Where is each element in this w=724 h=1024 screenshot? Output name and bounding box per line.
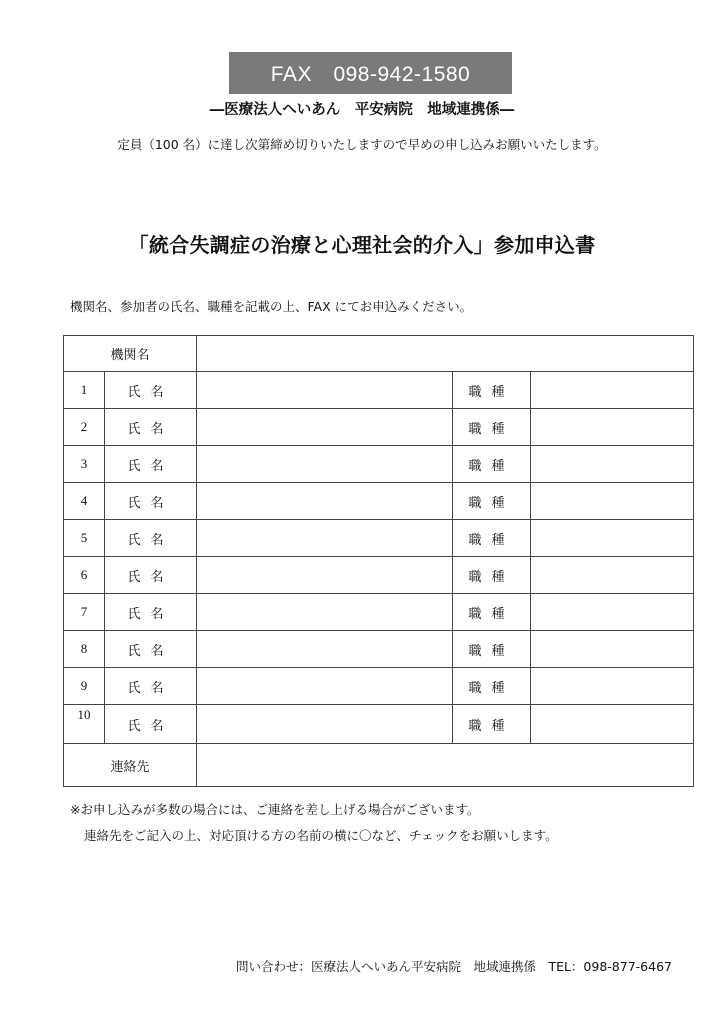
job-field[interactable]: [531, 668, 694, 705]
name-label: 氏名: [105, 520, 197, 557]
participant-row: [64, 631, 694, 668]
row-number: 1: [64, 372, 105, 409]
name-field[interactable]: [197, 446, 453, 483]
job-label: 職種: [453, 409, 531, 446]
job-field[interactable]: [531, 594, 694, 631]
participant-row: [64, 557, 694, 594]
name-label: 氏名: [105, 668, 197, 705]
participant-row: [64, 594, 694, 631]
name-field[interactable]: [197, 668, 453, 705]
organization-name: ―医療法人へいあん 平安病院 地域連携係―: [209, 102, 515, 118]
application-form-table: [63, 335, 694, 787]
name-label: 氏名: [105, 594, 197, 631]
name-label: 氏名: [105, 631, 197, 668]
row-number: 2: [64, 409, 105, 446]
row-number: 10: [64, 705, 105, 744]
note-line-2: 連絡先をご記入の上、対応頂ける方の名前の横に〇など、チェックをお願いします。: [84, 828, 558, 843]
participant-row: [64, 483, 694, 520]
fax-number-banner: FAX 098-942-1580: [229, 52, 512, 94]
name-field[interactable]: [197, 705, 453, 744]
organization-field[interactable]: [197, 336, 694, 372]
row-number: 7: [64, 594, 105, 631]
row-number: 6: [64, 557, 105, 594]
row-number: 8: [64, 631, 105, 668]
organization-row: [64, 336, 694, 372]
note-line-1: ※お申し込みが多数の場合には、ご連絡を差し上げる場合がございます。: [70, 802, 480, 817]
name-field[interactable]: [197, 372, 453, 409]
job-field[interactable]: [531, 557, 694, 594]
participant-row: [64, 446, 694, 483]
name-label: 氏名: [105, 372, 197, 409]
row-number: 9: [64, 668, 105, 705]
name-field[interactable]: [197, 483, 453, 520]
participant-row: [64, 668, 694, 705]
form-instruction: 機関名、参加者の氏名、職種を記載の上、FAX にてお申込みください。: [70, 299, 473, 314]
job-label: 職種: [453, 631, 531, 668]
job-field[interactable]: [531, 446, 694, 483]
organization-label: 機関名: [64, 336, 197, 372]
name-label: 氏名: [105, 705, 197, 744]
footer-inquiry: 問い合わせ：医療法人へいあん平安病院 地域連携係 TEL：098-877-6467: [235, 959, 672, 974]
row-number: 4: [64, 483, 105, 520]
form-title: 「統合失調症の治療と心理社会的介入」参加申込書: [128, 233, 596, 257]
job-label: 職種: [453, 446, 531, 483]
job-label: 職種: [453, 520, 531, 557]
name-field[interactable]: [197, 409, 453, 446]
job-field[interactable]: [531, 705, 694, 744]
name-label: 氏名: [105, 446, 197, 483]
job-field[interactable]: [531, 520, 694, 557]
name-field[interactable]: [197, 594, 453, 631]
job-label: 職種: [453, 557, 531, 594]
name-label: 氏名: [105, 409, 197, 446]
job-field[interactable]: [531, 409, 694, 446]
job-field[interactable]: [531, 483, 694, 520]
name-label: 氏名: [105, 483, 197, 520]
name-field[interactable]: [197, 520, 453, 557]
job-field[interactable]: [531, 372, 694, 409]
name-field[interactable]: [197, 557, 453, 594]
job-label: 職種: [453, 705, 531, 744]
participant-row: [64, 409, 694, 446]
contact-field[interactable]: [197, 744, 694, 787]
contact-label: 連絡先: [64, 744, 197, 787]
participant-row: [64, 705, 694, 744]
job-label: 職種: [453, 483, 531, 520]
job-field[interactable]: [531, 631, 694, 668]
row-number: 3: [64, 446, 105, 483]
job-label: 職種: [453, 594, 531, 631]
participant-row: [64, 520, 694, 557]
participant-row: [64, 372, 694, 409]
job-label: 職種: [453, 668, 531, 705]
contact-row: [64, 744, 694, 787]
capacity-notice: 定員（100 名）に達し次第締め切りいたしますので早めの申し込みお願いいたします。: [117, 137, 607, 152]
job-label: 職種: [453, 372, 531, 409]
name-label: 氏名: [105, 557, 197, 594]
row-number: 5: [64, 520, 105, 557]
name-field[interactable]: [197, 631, 453, 668]
